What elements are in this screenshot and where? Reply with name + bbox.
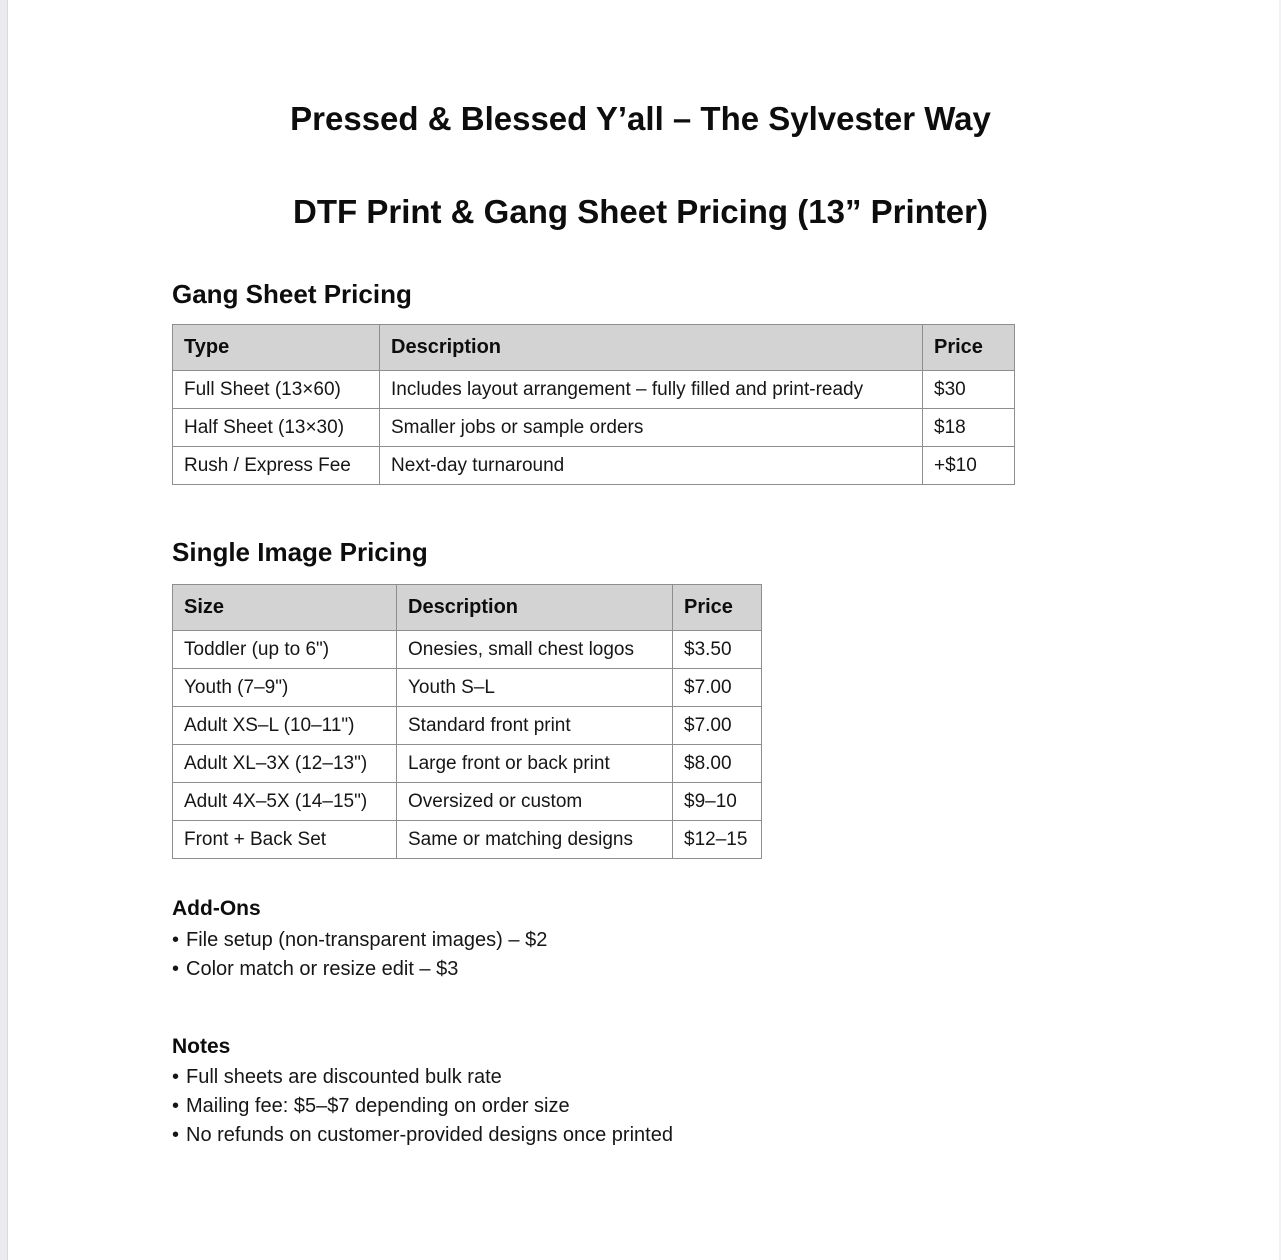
addons-list <box>172 926 547 984</box>
table-row <box>173 707 762 745</box>
list-item <box>172 926 547 955</box>
list-item <box>172 955 547 984</box>
table-cell: Half Sheet (13×30) <box>173 409 380 447</box>
gang-sheet-table <box>172 324 1015 485</box>
table-cell: $12–15 <box>673 821 762 859</box>
addon-item-text: File setup (non-transparent images) – $2 <box>186 929 548 951</box>
note-item-text: Full sheets are discounted bulk rate <box>186 1066 502 1088</box>
table-cell: Same or matching designs <box>397 821 673 859</box>
table-cell: $8.00 <box>673 745 762 783</box>
gang-sheet-heading: Gang Sheet Pricing <box>172 279 412 309</box>
table-cell: Front + Back Set <box>173 821 397 859</box>
table-cell: Youth S–L <box>397 669 673 707</box>
document-title: Pressed & Blessed Y’all – The Sylvester Way <box>290 100 991 137</box>
list-item <box>172 1121 673 1150</box>
page-edge-shadow-left <box>0 0 8 1260</box>
table-cell: Full Sheet (13×60) <box>173 371 380 409</box>
bullet-icon: • <box>172 1095 180 1117</box>
column-header-price: Price <box>673 585 762 631</box>
table-row <box>173 821 762 859</box>
table-cell: Toddler (up to 6") <box>173 631 397 669</box>
table-cell: +$10 <box>923 447 1015 485</box>
table-row <box>173 745 762 783</box>
table-cell: Adult 4X–5X (14–15") <box>173 783 397 821</box>
table-cell: Includes layout arrangement – fully filled and print-ready <box>380 371 923 409</box>
column-header-size: Size <box>173 585 397 631</box>
table-cell: Smaller jobs or sample orders <box>380 409 923 447</box>
table-cell: Oversized or custom <box>397 783 673 821</box>
table-cell: $7.00 <box>673 669 762 707</box>
table-cell: Youth (7–9") <box>173 669 397 707</box>
notes-heading: Notes <box>172 1035 231 1058</box>
table-row <box>173 631 762 669</box>
table-cell: Adult XL–3X (12–13") <box>173 745 397 783</box>
table-cell: Rush / Express Fee <box>173 447 380 485</box>
column-header-description: Description <box>380 325 923 371</box>
table-cell: $18 <box>923 409 1015 447</box>
table-cell: $9–10 <box>673 783 762 821</box>
single-image-table <box>172 584 762 859</box>
bullet-icon: • <box>172 958 180 980</box>
note-item-text: No refunds on customer-provided designs once printed <box>186 1124 673 1146</box>
table-cell: $30 <box>923 371 1015 409</box>
table-header-row <box>173 325 1015 371</box>
notes-list <box>172 1063 673 1150</box>
column-header-description: Description <box>397 585 673 631</box>
addon-item-text: Color match or resize edit – $3 <box>186 958 459 980</box>
bullet-icon: • <box>172 1066 180 1088</box>
table-row <box>173 409 1015 447</box>
document-subtitle: DTF Print & Gang Sheet Pricing (13” Printer) <box>293 193 988 230</box>
table-cell: Onesies, small chest logos <box>397 631 673 669</box>
list-item <box>172 1063 673 1092</box>
table-row <box>173 669 762 707</box>
table-row <box>173 447 1015 485</box>
table-cell: Adult XS–L (10–11") <box>173 707 397 745</box>
bullet-icon: • <box>172 1124 180 1146</box>
column-header-type: Type <box>173 325 380 371</box>
note-item-text: Mailing fee: $5–$7 depending on order size <box>186 1095 570 1117</box>
table-cell: Standard front print <box>397 707 673 745</box>
single-image-heading: Single Image Pricing <box>172 537 428 567</box>
table-cell: $3.50 <box>673 631 762 669</box>
table-cell: Next-day turnaround <box>380 447 923 485</box>
addons-heading: Add-Ons <box>172 897 261 920</box>
table-cell: $7.00 <box>673 707 762 745</box>
table-row <box>173 783 762 821</box>
table-row <box>173 371 1015 409</box>
column-header-price: Price <box>923 325 1015 371</box>
list-item <box>172 1092 673 1121</box>
table-header-row <box>173 585 762 631</box>
bullet-icon: • <box>172 929 180 951</box>
table-cell: Large front or back print <box>397 745 673 783</box>
